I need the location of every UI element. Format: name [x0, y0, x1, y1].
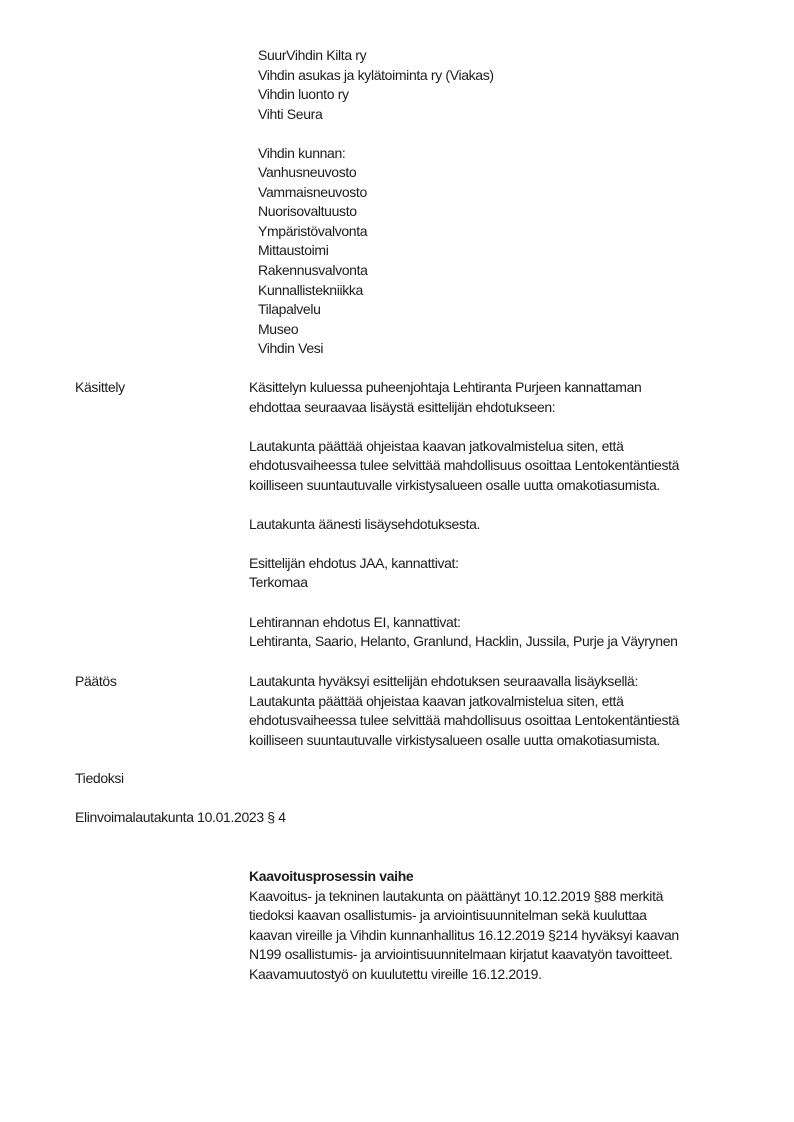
kaavoitus-section — [249, 867, 769, 984]
tiedoksi-label: Tiedoksi — [75, 770, 124, 786]
kasittely-label: Käsittely — [75, 379, 125, 395]
committee-reference: Elinvoimalautakunta 10.01.2023 § 4 — [75, 809, 286, 825]
kasittely-body: Käsittelyn kuluessa puheenjohtaja Lehtiranta Purjeen kannattaman ehdottaa seuraavaa lisäystä esittelijän ehdotukseen: Lautakunta päättää ohjeistaa kaavan jatkovalmistelua siten, että ehdotusvaiheessa tulee selvittää mahdollisuus osoittaa Lentokentäntiestä koilliseen suuntautuvalle virkistysalueen osalle uutta omakotiasumista. Lautakunta äänesti lisäysehdotuksesta. Esittelijän ehdotus JAA, kannattivat: Terkomaa Lehtirannan ehdotus EI, kannattivat: Lehtiranta, Saario, Helanto, Granlund, Hacklin, Jussila, Purje ja Väyrynen — [249, 379, 680, 650]
paatos-body: Lautakunta hyväksyi esittelijän ehdotuksen seuraavalla lisäyksellä: Lautakunta päättää ohjeistaa kaavan jatkovalmistelua siten, että ehdotusvaiheessa tulee selvittää mahdollisuus osoittaa Lentokentäntiestä koilliseen suuntautuvalle virkistysalueen osalle uutta omakotiasumista. — [249, 673, 680, 748]
recipients-list: SuurVihdin Kilta ry Vihdin asukas ja kylätoiminta ry (Viakas) Vihdin luonto ry Vihti Seura Vihdin kunnan: Vanhusneuvosto Vammaisneuvosto Nuorisovaltuusto Ympäristövalvonta Mittaustoimi Rakennusvalvonta Kunnallistekniikka Tilapalvelu Museo Vihdin Vesi — [258, 47, 494, 357]
kaavoitus-body: Kaavoitus- ja tekninen lautakunta on päättänyt 10.12.2019 §88 merkitä tiedoksi kaavan osallistumis- ja arviointisuunnitelman sekä kuuluttaa kaavan vireille ja Vihdin kunnanhallitus 16.12.2019 §214 hyväksyi kaavan N199 osallistumis- ja arviointisuunnitelmaan kirjatut kaavatyön tavoitteet. Kaavamuutostyö on kuulutettu vireille 16.12.2019. — [249, 887, 679, 982]
kaavoitus-heading: Kaavoitusprosessin vaihe — [249, 868, 414, 884]
paatos-label: Päätös — [75, 673, 117, 689]
